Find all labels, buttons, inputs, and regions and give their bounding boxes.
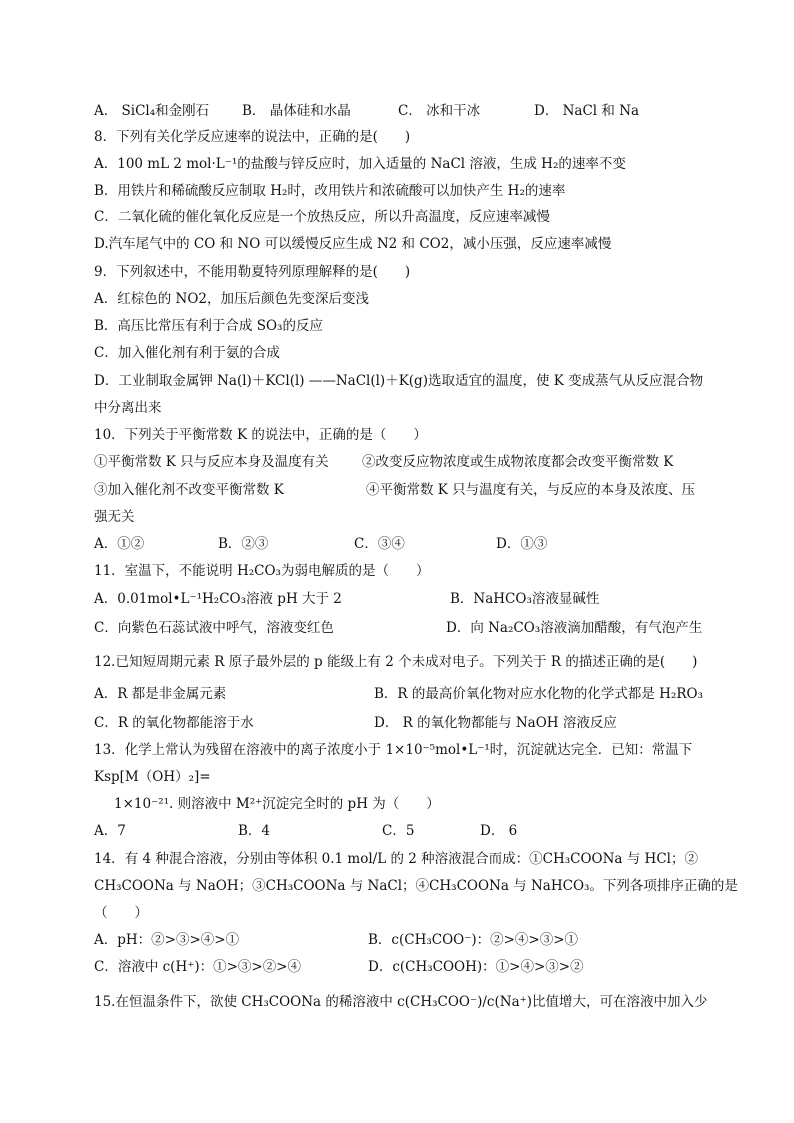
q12-option-c: C．R 的氧化物都能溶于水 xyxy=(94,715,254,731)
q10-option-a: A．①② xyxy=(94,536,145,552)
q9-option-a: A．红棕色的 NO2，加压后颜色先变深后变浅 xyxy=(94,291,370,307)
q9-stem: 9．下列叙述中，不能用勒夏特列原理解释的是( ) xyxy=(94,264,411,280)
q14-option-d: D．c(CH₃COOH)：①>④>③>② xyxy=(368,959,584,975)
q7-option-b: B． 晶体硅和水晶 xyxy=(242,103,351,119)
q8-option-d: D.汽车尾气中的 CO 和 NO 可以缓慢反应生成 N2 和 CO2，减小压强，反应速率减慢 xyxy=(94,236,612,252)
q10-statement-4-cont: 强无关 xyxy=(94,509,135,525)
q15-stem: 15.在恒温条件下，欲使 CH₃COONa 的稀溶液中 c(CH₃COO⁻)/c(Na⁺)比值增大，可在溶液中加入少 xyxy=(94,994,708,1010)
q8-option-a: A．100 mL 2 mol·L⁻¹的盐酸与锌反应时，加入适量的 NaCl 溶液，生成 H₂的速率不变 xyxy=(94,156,626,172)
q12-option-b: B．R 的最高价氧化物对应水化物的化学式都是 H₂RO₃ xyxy=(374,686,703,702)
q8-stem: 8．下列有关化学反应速率的说法中，正确的是( ) xyxy=(94,129,411,145)
q10-statement-4: ④平衡常数 K 只与温度有关，与反应的本身及浓度、压 xyxy=(366,482,696,498)
q14-option-c: C．溶液中 c(H⁺)：①>③>②>④ xyxy=(94,959,302,975)
q10-option-d: D．①③ xyxy=(496,536,548,552)
q13-stem-line3: 1×10⁻²¹. 则溶液中 M²⁺沉淀完全时的 pH 为（ ） xyxy=(114,796,440,812)
q14-stem-line3: （ ） xyxy=(94,905,148,921)
q10-statement-3: ③加入催化剂不改变平衡常数 K xyxy=(94,482,284,498)
q12-option-a: A．R 都是非金属元素 xyxy=(94,686,227,702)
q10-statement-2: ②改变反应物浓度或生成物浓度都会改变平衡常数 K xyxy=(362,454,674,470)
q13-option-b: B．4 xyxy=(238,823,271,839)
q13-stem-line2: Ksp[M（OH）₂]= xyxy=(94,769,211,785)
q11-option-d: D．向 Na₂CO₃溶液滴加醋酸，有气泡产生 xyxy=(446,620,703,636)
q14-option-a: A．pH：②>③>④>① xyxy=(94,932,240,948)
q13-option-d: D． 6 xyxy=(480,823,518,839)
q8-option-c: C．二氧化硫的催化氧化反应是一个放热反应，所以升高温度，反应速率减慢 xyxy=(94,209,550,225)
q10-statement-1: ①平衡常数 K 只与反应本身及温度有关 xyxy=(94,454,329,470)
q11-option-a: A．0.01mol•L⁻¹H₂CO₃溶液 pH 大于 2 xyxy=(94,591,342,607)
q9-option-d-line1: D．工业制取金属钾 Na(l)＋KCl(l) ——NaCl(l)＋K(g)选取适宜的温度，使 K 变成蒸气从反应混合物 xyxy=(94,373,704,389)
q12-stem: 12.已知短周期元素 R 原子最外层的 p 能级上有 2 个未成对电子。下列关于 R 的描述正确的是( ) xyxy=(94,654,698,670)
q13-option-c: C．5 xyxy=(382,823,415,839)
q9-option-c: C．加入催化剂有利于氨的合成 xyxy=(94,345,280,361)
q11-stem: 11．室温下，不能说明 H₂CO₃为弱电解质的是（ ） xyxy=(94,563,430,579)
q9-option-d-line2: 中分离出来 xyxy=(94,400,162,416)
q14-stem-line1: 14．有 4 种混合溶液，分别由等体积 0.1 mol/L 的 2 种溶液混合而成：①CH₃COONa 与 HCl；② xyxy=(94,851,698,867)
q7-option-a: A． SiCl₄和金刚石 xyxy=(94,103,210,119)
q7-option-c: C． 冰和干冰 xyxy=(398,103,481,119)
q11-option-b: B．NaHCO₃溶液显碱性 xyxy=(450,591,600,607)
q11-option-c: C．向紫色石蕊试液中呼气，溶液变红色 xyxy=(94,620,334,636)
q9-option-b: B．高压比常压有利于合成 SO₃的反应 xyxy=(94,318,323,334)
q14-option-b: B．c(CH₃COO⁻)：②>④>③>① xyxy=(368,932,579,948)
q13-option-a: A．7 xyxy=(94,823,126,839)
q10-stem: 10．下列关于平衡常数 K 的说法中，正确的是（ ） xyxy=(94,427,427,443)
q10-option-c: C．③④ xyxy=(354,536,405,552)
q10-option-b: B．②③ xyxy=(218,536,269,552)
q8-option-b: B．用铁片和稀硫酸反应制取 H₂时，改用铁片和浓硫酸可以加快产生 H₂的速率 xyxy=(94,183,566,199)
q14-stem-line2: CH₃COONa 与 NaOH；③CH₃COONa 与 NaCl；④CH₃COONa 与 NaHCO₃。下列各项排序正确的是 xyxy=(94,878,738,894)
q12-option-d: D． R 的氧化物都能与 NaOH 溶液反应 xyxy=(374,715,617,731)
q7-option-d: D． NaCl 和 Na xyxy=(534,103,640,119)
q13-stem-line1: 13．化学上常认为残留在溶液中的离子浓度小于 1×10⁻⁵mol•L⁻¹时，沉淀就达完全．已知：常温下 xyxy=(94,742,693,758)
